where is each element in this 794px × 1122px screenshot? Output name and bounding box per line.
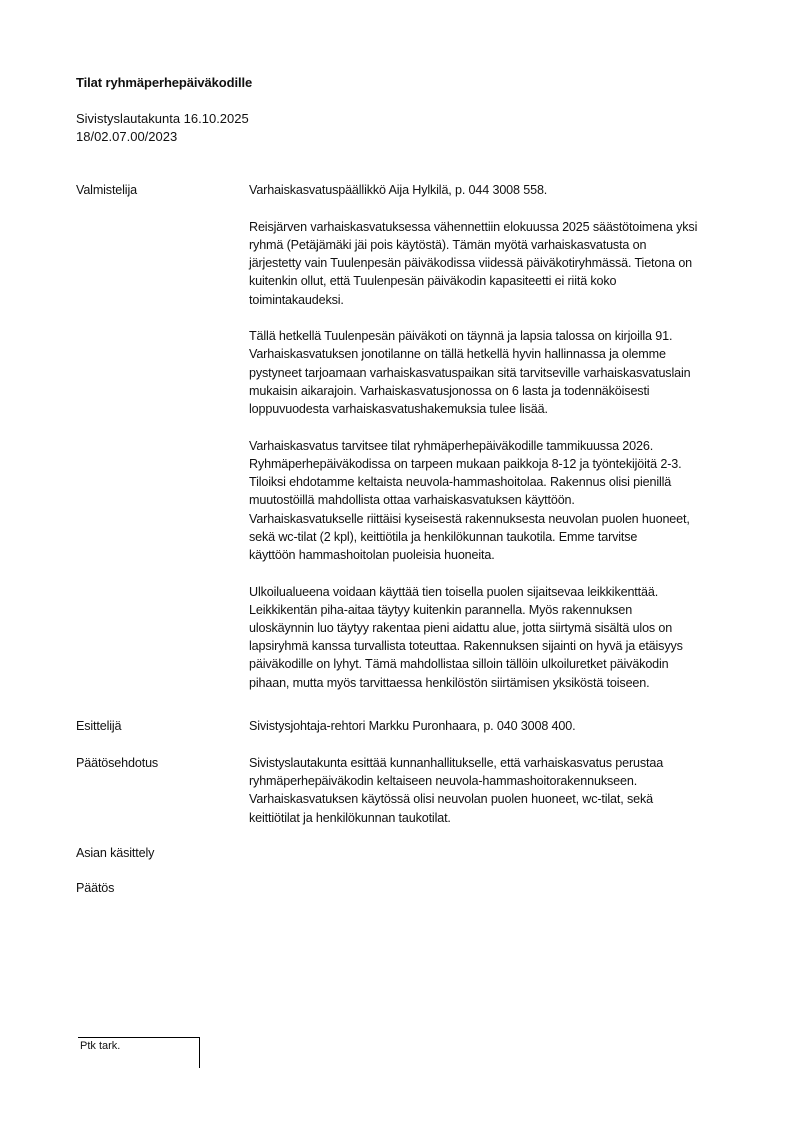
text-line: Ryhmäperhepäiväkodissa on tarpeen mukaan paikkoja 8-12 ja työntekijöitä 2-3. [249,456,682,471]
paragraph-1 [249,218,774,309]
paragraph-3 [249,437,774,564]
section-content-valmistelija [249,181,774,692]
document-title: Tilat ryhmäperhepäiväkodille [76,75,253,90]
document-meta [76,110,249,146]
section-content-paatosehdotus [249,754,774,827]
text-line: sekä wc-tilat (2 kpl), keittiötila ja henkilökunnan taukotila. Emme tarvitse [249,529,638,544]
text-line: käyttöön hammashoitolan puoleisia huoneita. [249,547,495,562]
text-line: pihaan, mutta myös tarvittaessa henkilöstön siirtämisen yksiköstä toiseen. [249,675,650,690]
text-line: mukaisin aikarajoin. Varhaiskasvatusjonossa on 6 lasta ja todennäköisesti [249,383,650,398]
text-line: Tiloiksi ehdotamme keltaista neuvola-hammashoitolaa. Rakennus olisi pienillä [249,475,672,490]
text-line: Sivistyslautakunta esittää kunnanhallitukselle, että varhaiskasvatus perustaa [249,756,664,770]
paragraph-2 [249,327,774,418]
presenter-line: Sivistysjohtaja-rehtori Markku Puronhaara, p. 040 3008 400. [249,719,576,733]
text-line: toimintakaudeksi. [249,292,344,307]
text-line: Leikkikentän piha-aitaa täytyy kuitenkin parannella. Myös rakennuksen [249,602,633,617]
text-line: ryhmäperhepäiväkodin keltaiseen neuvola-hammashoitorakennukseen. [249,774,638,789]
text-line: Ulkoilualueena voidaan käyttää tien toisella puolen sijaitsevaa leikkikenttää. [249,584,659,599]
minutes-check-box [78,1037,200,1068]
section-label-asian-kasittely: Asian käsittely [76,846,155,860]
section-label-paatosehdotus: Päätösehdotus [76,756,159,770]
text-line: uloskäynnin luo täytyy rakentaa pieni aidattu alue, jotta siirtymä sisältä ulos on [249,621,673,636]
meeting-date: Sivistyslautakunta 16.10.2025 [76,111,249,126]
preparer-line: Varhaiskasvatuspäällikkö Aija Hylkilä, p. 044 3008 558. [249,183,548,197]
section-label-esittelija: Esittelijä [76,719,122,733]
text-line: kuitenkin ollut, että Tuulenpesän päiväkodin kapasiteetti ei riitä koko [249,274,617,289]
text-line: Varhaiskasvatus tarvitsee tilat ryhmäperhepäiväkodille tammikuussa 2026. [249,438,654,453]
reference-number: 18/02.07.00/2023 [76,129,178,144]
text-line: Varhaiskasvatuksen käytössä olisi neuvolan puolen huoneet, wc-tilat, sekä [249,792,653,807]
text-line: loppuvuodesta varhaiskasvatushakemuksia tulee lisää. [249,402,548,417]
decision-proposal [249,754,774,827]
text-line: Varhaiskasvatukselle riittäisi kyseisestä rakennuksesta neuvolan puolen huoneet, [249,511,690,526]
text-line: pystyneet tarjoamaan varhaiskasvatuspaikan sitä tarvitseville varhaiskasvatuslain [249,365,691,380]
text-line: järjestetty vain Tuulenpesän päiväkodissa viidessä päiväkotiryhmässä. Tietona on [249,256,693,271]
section-label-valmistelija: Valmistelija [76,183,137,197]
text-line: keittiötilat ja henkilökunnan taukotilat. [249,810,451,825]
text-line: ryhmä (Petäjämäki jäi pois käytöstä). Tämän myötä varhaiskasvatusta on [249,237,647,252]
text-line: muutostöillä mahdollista ottaa varhaiskasvatuksen käyttöön. [249,493,575,508]
section-label-paatos: Päätös [76,881,115,895]
section-content-esittelija [249,717,774,735]
text-line: päiväkodille on lyhyt. Tämä mahdollistaa silloin tällöin ulkoiluretket päiväkodin [249,657,669,672]
minutes-check-label: Ptk tark. [80,1040,121,1052]
text-line: Tällä hetkellä Tuulenpesän päiväkoti on täynnä ja lapsia talossa on kirjoilla 91. [249,329,673,344]
text-line: lapsiryhmä kanssa turvallista toteuttaa. Rakennuksen sijainti on hyvä ja etäisyys [249,639,683,654]
text-line: Varhaiskasvatuksen jonotilanne on tällä hetkellä hyvin hallinnassa ja olemme [249,347,666,362]
paragraph-4 [249,583,774,692]
text-line: Reisjärven varhaiskasvatuksessa vähennettiin elokuussa 2025 säästötoimena yksi [249,219,698,234]
